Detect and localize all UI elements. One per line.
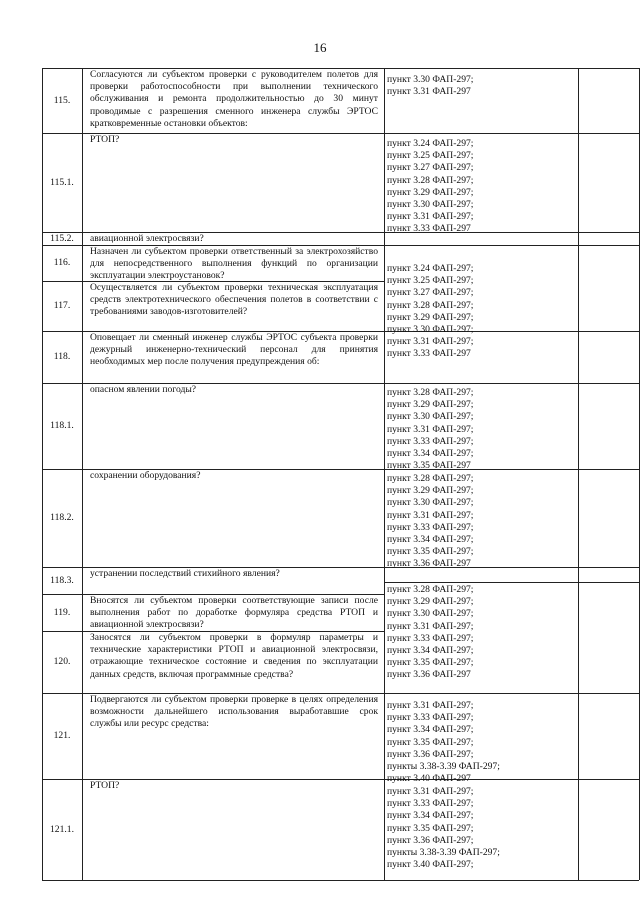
legal-reference: пункт 3.35 ФАП-297; [387,736,474,748]
requirement-text: Вносятся ли субъектом проверки соответствующие записи после выполнения работ по доработке формуляра средства РТОП и авиационной электросвязи? [90,595,378,631]
requirement-text: сохранении оборудования? [90,470,201,481]
legal-reference: пункт 3.33 ФАП-297; [387,632,474,644]
row-number: 118. [53,351,71,362]
legal-reference-list [387,138,473,236]
legal-reference: пункт 3.30 ФАП-297; [387,74,474,85]
legal-reference: пункт 3.31 ФАП-297; [387,620,474,632]
requirement-text: Оповещает ли сменный инженер службы ЭРТОС субъекта проверки дежурный инженерно-технический персонал для принятия необходимых мер после получения предупреждения об: [90,332,378,368]
requirement-text: Заносятся ли субъектом проверки в формуляр параметры и технические характеристики РТОП и авиационной электросвязи, отражающие техническое состояние и сведения по эксплуатации данных средств, включая программные средства? [90,632,378,680]
legal-reference: пункт 3.28 ФАП-297; [387,387,474,398]
legal-reference: пункт 3.33 ФАП-297 [387,348,471,360]
legal-reference: пункт 3.31 ФАП-297; [387,211,474,223]
legal-reference: пункт 3.33 ФАП-297; [387,435,474,447]
legal-reference: пункт 3.29 ФАП-297; [387,596,474,608]
requirement-text: Осуществляется ли субъектом проверки техническая эксплуатация средств электротехнического обеспечения полетов в соответствии с требованиями заводов-изготовителей? [90,282,378,318]
row-number: 116. [53,257,71,268]
legal-reference: пункт 3.31 ФАП-297; [387,336,474,348]
legal-reference: пункт 3.33 ФАП-297; [387,798,474,810]
legal-reference: пункт 3.33 ФАП-297; [387,521,474,533]
legal-reference: пункт 3.34 ФАП-297; [387,448,474,460]
legal-reference: пункт 3.31 ФАП-297; [387,509,474,521]
requirement-text: Подвергаются ли субъектом проверки проверке в целях определения возможности дальнейшего использования выработавшие срок службы или ресурс средства: [90,694,378,730]
legal-reference: пункты 3.38-3.39 ФАП-297; [387,847,500,859]
legal-reference: пункт 3.35 ФАП-297 [387,460,471,472]
legal-reference: пункт 3.27 ФАП-297; [387,287,474,299]
requirement-text: авиационной электросвязи? [90,233,204,244]
requirement-text: опасном явлении погоды? [90,384,197,395]
requirement-text: Согласуются ли субъектом проверки с руководителем полетов для проверки работоспособности при выполнении технического обслуживания и ремонта продолжительностью до 30 минут проводимые с разрешения сменного инженера службы ЭРТОС кратковременные остановки объектов: [90,69,378,129]
legal-reference: пункт 3.28 ФАП-297; [387,473,474,484]
legal-reference: пункт 3.31 ФАП-297 [387,86,471,98]
legal-reference: пункт 3.29 ФАП-297; [387,186,474,198]
row-number: 115.1. [50,176,74,188]
row-number: 120. [53,656,71,667]
legal-reference: пункт 3.30 ФАП-297; [387,199,474,211]
requirement-text: РТОП? [90,134,120,145]
row-number: 117. [53,300,71,311]
row-number: 121. [53,730,71,741]
legal-reference: пункт 3.25 ФАП-297; [387,150,474,162]
row-number: 121.1. [50,823,74,835]
row-number: 118.3. [50,574,74,586]
legal-reference: пункт 3.31 ФАП-297; [387,700,474,711]
row-number: 115. [53,94,71,106]
legal-reference: пункт 3.36 ФАП-297 [387,558,471,570]
legal-reference: пункт 3.36 ФАП-297 [387,669,471,681]
legal-reference: пункт 3.24 ФАП-297; [387,263,474,274]
legal-reference: пункт 3.30 ФАП-297; [387,608,474,620]
page-number: 16 [313,40,327,55]
legal-reference: пункт 3.34 ФАП-297; [387,645,474,657]
legal-reference: пункт 3.35 ФАП-297; [387,822,474,834]
legal-reference-list [387,584,473,682]
row-number: 119. [53,606,71,618]
legal-reference-list [387,700,500,785]
legal-reference: пункт 3.28 ФАП-297; [387,174,474,186]
requirement-text: РТОП? [90,780,120,791]
legal-reference-list [387,74,473,98]
legal-reference: пункт 3.28 ФАП-297; [387,584,474,595]
legal-reference: пункт 3.40 ФАП-297; [387,859,474,871]
requirement-text: устранении последствий стихийного явления? [90,568,280,579]
legal-reference: пункт 3.31 ФАП-297; [387,423,474,435]
legal-reference: пункт 3.36 ФАП-297; [387,748,474,760]
row-number: 118.2. [50,512,74,523]
legal-reference: пункт 3.34 ФАП-297; [387,724,474,736]
legal-reference: пункт 3.29 ФАП-297; [387,399,474,411]
legal-reference: пункт 3.28 ФАП-297; [387,299,474,311]
legal-reference: пункт 3.25 ФАП-297; [387,275,474,287]
legal-reference: пункт 3.33 ФАП-297; [387,712,474,724]
legal-reference: пункт 3.30 ФАП-297; [387,324,474,336]
legal-reference: пункт 3.29 ФАП-297; [387,311,474,323]
requirement-text: Назначен ли субъектом проверки ответственный за электрохозяйство для непосредственного выполнения функций по организации эксплуатации электроустановок? [90,246,378,282]
legal-reference-list [387,786,500,871]
legal-reference: пункт 3.24 ФАП-297; [387,138,474,149]
legal-reference: пункт 3.29 ФАП-297; [387,485,474,497]
legal-reference: пункты 3.38-3.39 ФАП-297; [387,761,500,773]
legal-reference: пункт 3.36 ФАП-297; [387,834,474,846]
legal-reference-list [387,263,473,361]
legal-reference: пункт 3.34 ФАП-297; [387,810,474,822]
legal-reference: пункт 3.35 ФАП-297; [387,546,474,558]
legal-reference-list [387,473,473,571]
legal-reference: пункт 3.33 ФАП-297 [387,223,471,235]
legal-reference: пункт 3.31 ФАП-297; [387,786,474,797]
legal-reference: пункт 3.30 ФАП-297; [387,411,474,423]
legal-reference: пункт 3.40 ФАП-297 [387,773,471,785]
legal-reference: пункт 3.30 ФАП-297; [387,497,474,509]
row-number: 115.2. [50,232,74,244]
legal-reference: пункт 3.27 ФАП-297; [387,162,474,174]
row-number: 118.1. [50,420,74,431]
legal-reference: пункт 3.34 ФАП-297; [387,534,474,546]
legal-reference: пункт 3.35 ФАП-297; [387,657,474,669]
legal-reference-list [387,387,473,472]
